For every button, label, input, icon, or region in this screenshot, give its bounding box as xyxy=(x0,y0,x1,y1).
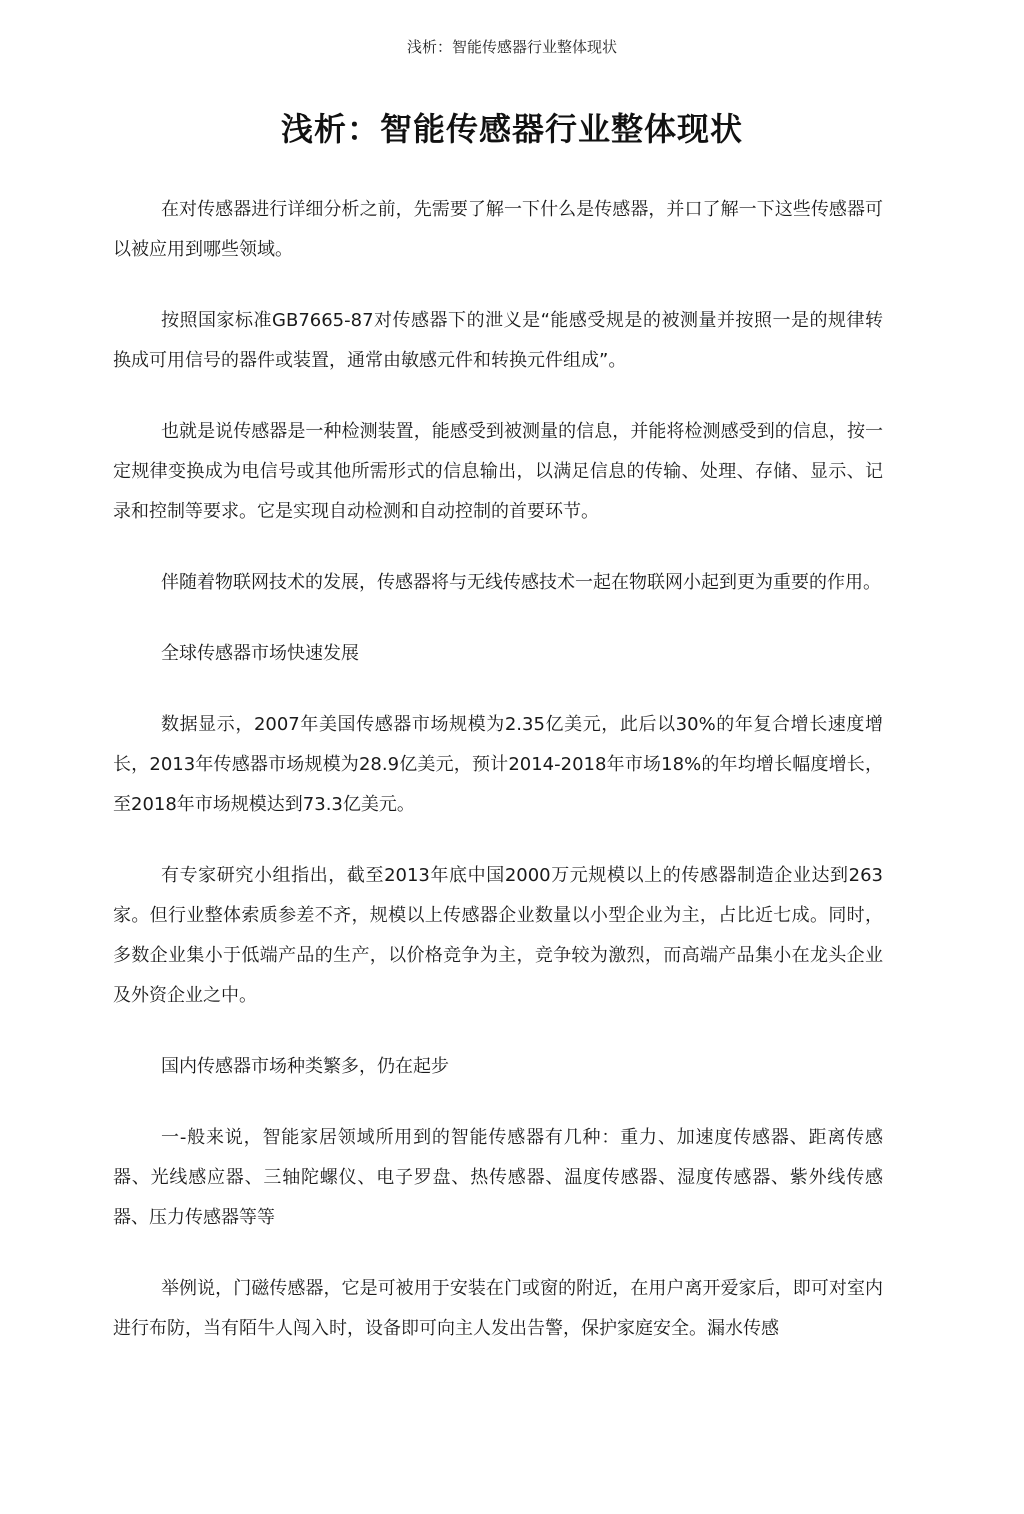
document-title: 浅析：智能传感器行业整体现状 xyxy=(280,110,743,148)
paragraph-detection-device: 也就是说传感器是一种检测装置，能感受到被测量的信息，并能将检测感受到的信息，按一定规律变换成为电信号或其他所需形式的信息输出，以满足信息的传输、处理、存储、显示、记录和控制等要求。它是实现自动检测和自动控制的首要环节。 xyxy=(113,421,883,522)
paragraph-door-sensor-example: 举例说，门磁传感器，它是可被用于安装在门或窗的附近，在用户离开爱家后，即可对室内进行布防，当有陌牛人闯入时，设备即可向主人发出告警，保护家庭安全。漏水传感 xyxy=(113,1278,883,1339)
paragraph-sensor-types: 一-般来说，智能家居领域所用到的智能传感器有几种：重力、加速度传感器、距离传感器、光线感应器、三轴陀螺仪、电子罗盘、热传感器、温度传感器、湿度传感器、紫外线传感器、压力传感器等等 xyxy=(113,1127,883,1228)
paragraph-standard-definition: 按照国家标准GB7665-87对传感器下的泄义是“能感受规是的被测量并按照一是的规律转换成可用信号的器件或装置，通常由敏感元件和转换元件组成”。 xyxy=(113,310,883,371)
section-heading-domestic-market: 国内传感器市场种类繁多，仍在起步 xyxy=(161,1056,449,1077)
document-body xyxy=(113,190,883,1380)
paragraph-expert-findings: 有专家研究小组指出，截至2013年底中国2000万元规模以上的传感器制造企业达到263家。但行业整体索质参差不齐，规模以上传感器企业数量以小型企业为主，占比近七成。同时，多数企业集小于低端产品的生产，以价格竞争为主，竞争较为激烈，而高端产品集小在龙头企业及外资企业之中。 xyxy=(113,865,883,1006)
paragraph-market-data: 数据显示，2007年美国传感器市场规模为2.35亿美元，此后以30%的年复合增长速度增长，2013年传感器市场规模为28.9亿美元，预计2014-2018年市场18%的年均增长幅度增长，至2018年市场规模达到73.3亿美元。 xyxy=(113,714,883,815)
section-heading-global-market: 全球传感器市场快速发展 xyxy=(161,643,359,664)
running-header: 浅析：智能传感器行业整体现状 xyxy=(406,38,617,56)
paragraph-iot-role: 伴随着物联网技术的发展，传感器将与无线传感技术一起在物联网小起到更为重要的作用。 xyxy=(161,572,881,593)
paragraph-what-is-sensor: 在对传感器进行详细分析之前，先需要了解一下什么是传感器，并口了解一下这些传感器可以被应用到哪些领域。 xyxy=(113,199,883,260)
